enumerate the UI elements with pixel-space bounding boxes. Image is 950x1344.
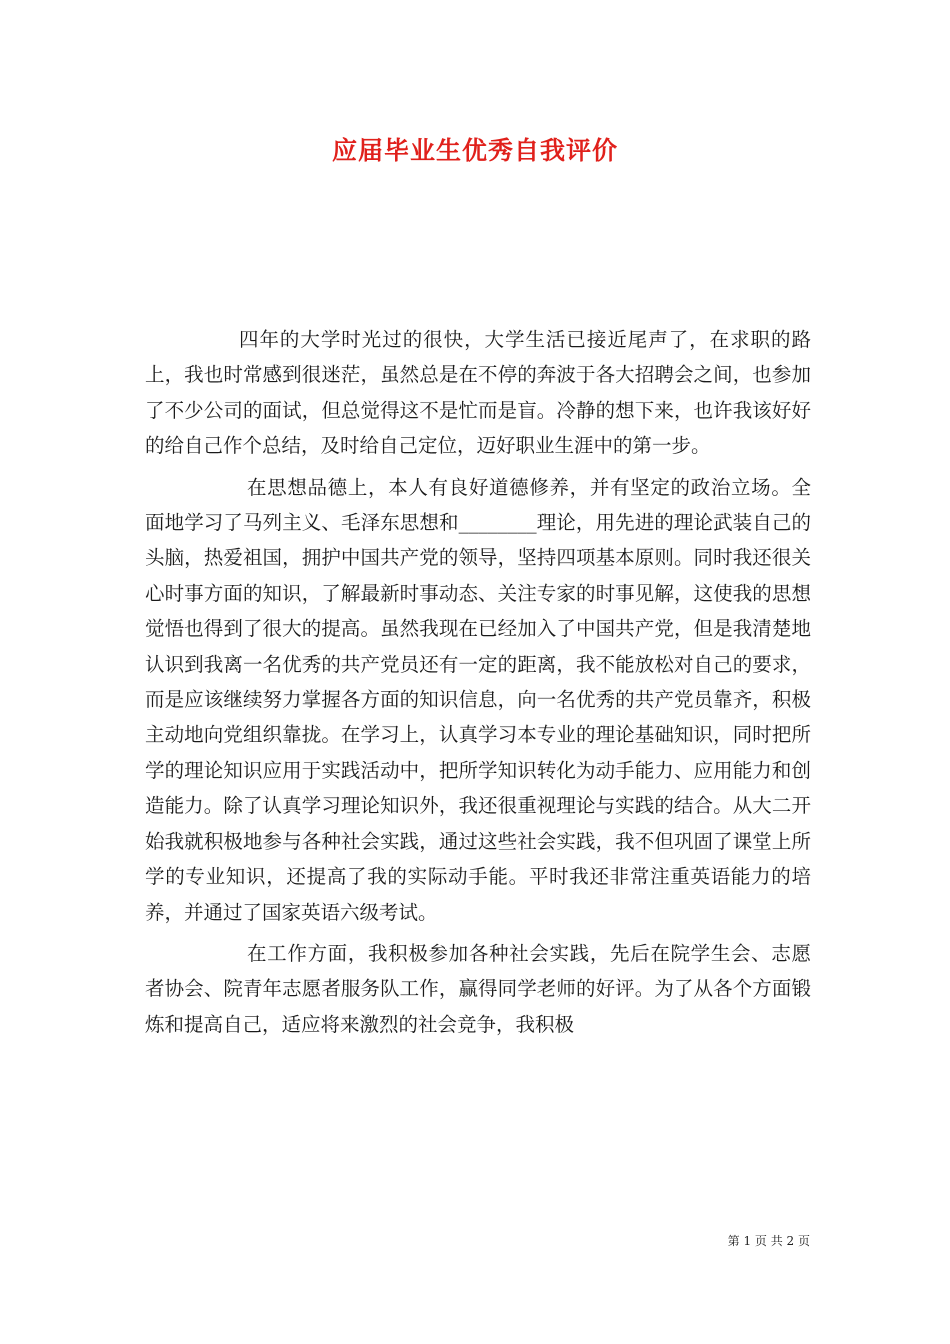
document-body: [145, 322, 811, 1048]
paragraph-ideology-study: 在思想品德上，本人有良好道德修养，并有坚定的政治立场。全面地学习了马列主义、毛泽东思想和________理论，用先进的理论武装自己的头脑，热爱祖国，拥护中国共产党的领导，坚持四项基本原则。同时我还很关心时事方面的知识，了解最新时事动态、关注专家的时事见解，这使我的思想觉悟也得到了很大的提高。虽然我现在已经加入了中国共产党，但是我清楚地认识到我离一名优秀的共产党员还有一定的距离，我不能放松对自己的要求，而是应该继续努力掌握各方面的知识信息，向一名优秀的共产党员靠齐，积极主动地向党组织靠拢。在学习上，认真学习本专业的理论基础知识，同时把所学的理论知识应用于实践活动中，把所学知识转化为动手能力、应用能力和创造能力。除了认真学习理论知识外，我还很重视理论与实践的结合。从大二开始我就积极地参与各种社会实践，通过这些社会实践，我不但巩固了课堂上所学的专业知识，还提高了我的实际动手能。平时我还非常注重英语能力的培养，并通过了国家英语六级考试。: [145, 475, 811, 924]
paragraph-intro: 四年的大学时光过的很快，大学生活已接近尾声了，在求职的路上，我也时常感到很迷茫，虽然总是在不停的奔波于各大招聘会之间，也参加了不少公司的面试，但总觉得这不是忙而是盲。冷静的想下来，也许我该好好的给自己作个总结，及时给自己定位，迈好职业生涯中的第一步。: [145, 328, 811, 458]
document-title: 应届毕业生优秀自我评价: [331, 136, 618, 165]
paragraph-work: 在工作方面，我积极参加各种社会实践，先后在院学生会、志愿者协会、院青年志愿者服务队工作，赢得同学老师的好评。为了从各个方面锻炼和提高自己，适应将来激烈的社会竞争，我积极: [145, 941, 811, 1036]
page-number: 第 1 页 共 2 页: [727, 1234, 810, 1248]
